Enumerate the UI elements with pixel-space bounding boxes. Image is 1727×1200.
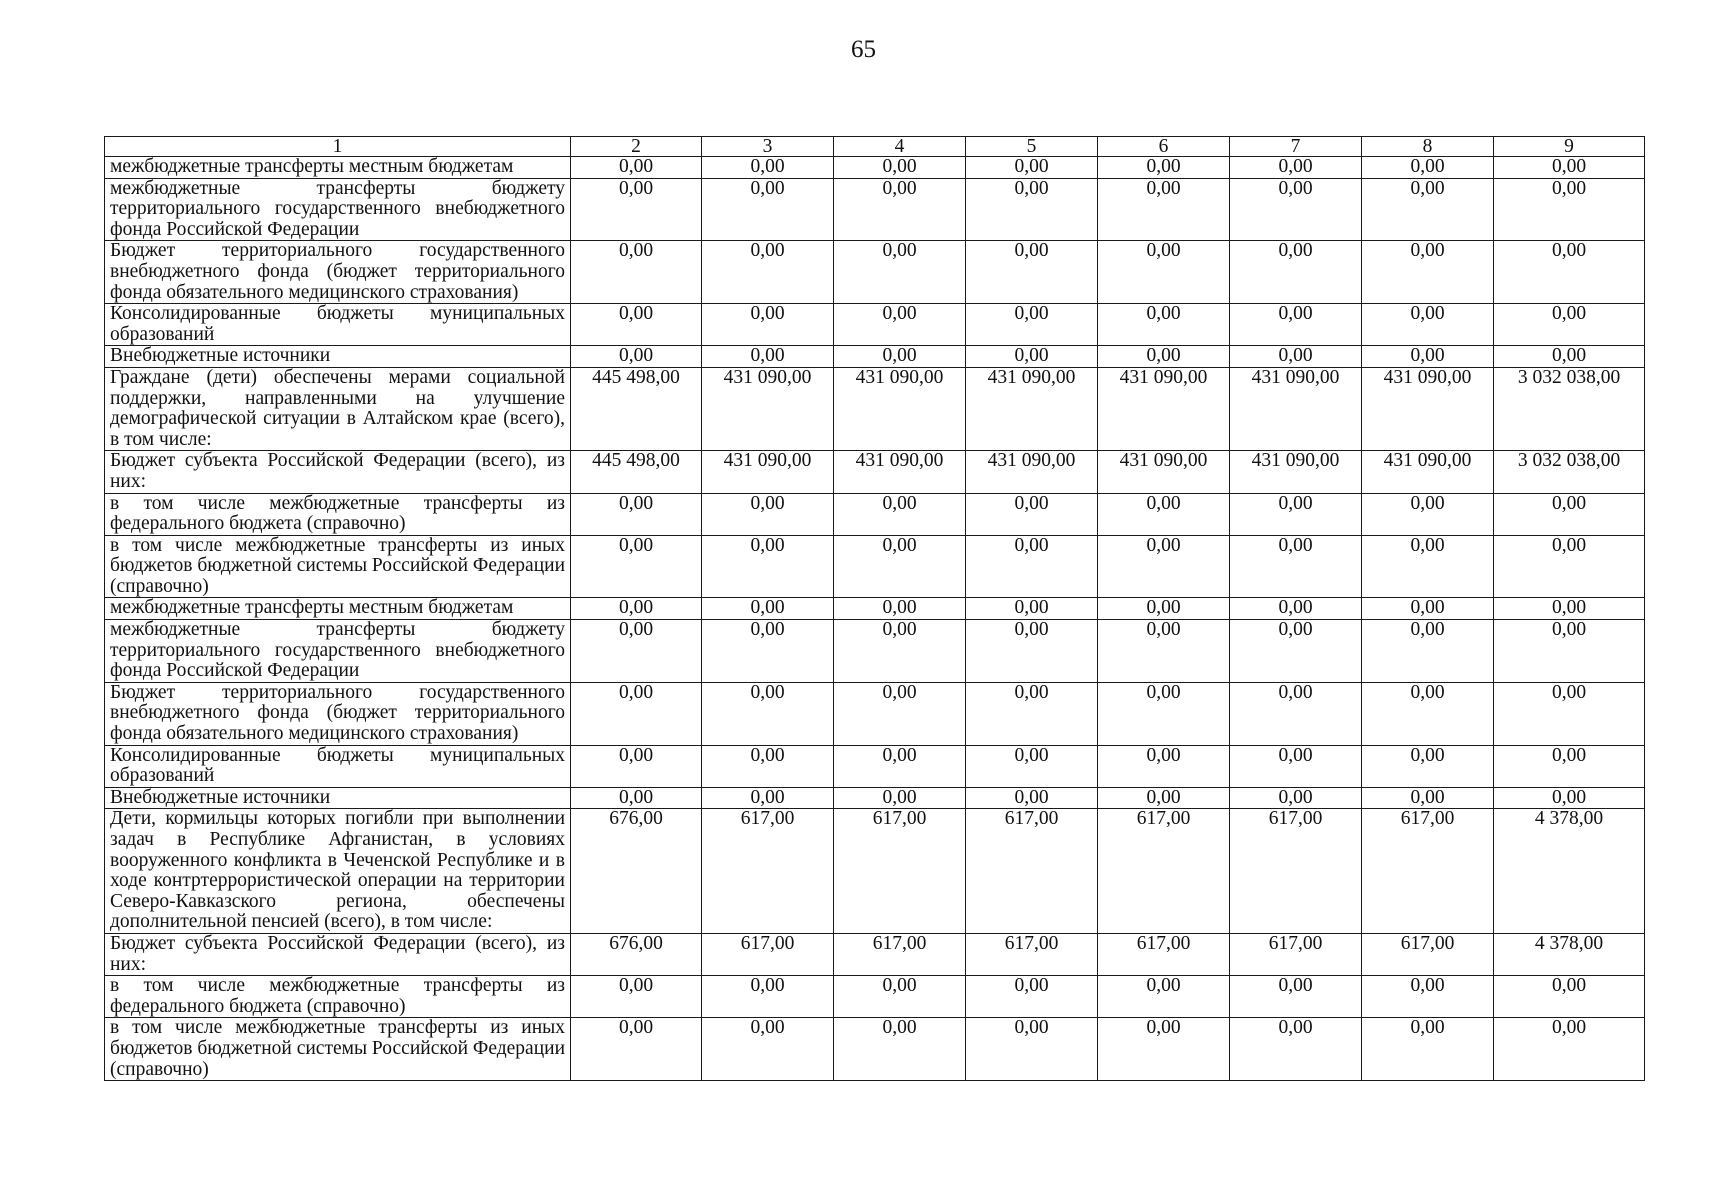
value-cell-col-5: 0,00 — [966, 178, 1098, 241]
table-row — [105, 976, 1645, 1018]
value-cell-col-5: 0,00 — [966, 745, 1098, 787]
value-cell-col-6: 0,00 — [1098, 493, 1230, 535]
value-cell-col-3: 0,00 — [702, 535, 834, 598]
value-cell-col-8: 0,00 — [1362, 598, 1494, 620]
value-cell-col-7: 0,00 — [1230, 787, 1362, 809]
value-cell-col-6: 0,00 — [1098, 304, 1230, 346]
value-cell-col-9: 0,00 — [1494, 157, 1645, 179]
value-cell-col-3: 0,00 — [702, 157, 834, 179]
value-cell-col-4: 0,00 — [834, 745, 966, 787]
value-cell-col-4: 617,00 — [834, 933, 966, 975]
value-cell-col-3: 0,00 — [702, 493, 834, 535]
value-cell-col-9: 0,00 — [1494, 304, 1645, 346]
value-cell-col-9: 0,00 — [1494, 535, 1645, 598]
value-cell-col-6: 0,00 — [1098, 787, 1230, 809]
value-cell-col-3: 431 090,00 — [702, 367, 834, 450]
value-cell-col-5: 0,00 — [966, 241, 1098, 304]
budget-table — [104, 136, 1645, 1081]
table-row — [105, 620, 1645, 683]
value-cell-col-2: 0,00 — [571, 682, 702, 745]
page-number: 65 — [851, 36, 876, 63]
value-cell-col-2: 0,00 — [571, 304, 702, 346]
table-row — [105, 493, 1645, 535]
value-cell-col-6: 0,00 — [1098, 346, 1230, 368]
value-cell-col-4: 0,00 — [834, 346, 966, 368]
value-cell-col-7: 617,00 — [1230, 809, 1362, 934]
value-cell-col-3: 617,00 — [702, 809, 834, 934]
value-cell-col-8: 0,00 — [1362, 620, 1494, 683]
value-cell-col-6: 0,00 — [1098, 178, 1230, 241]
value-cell-col-4: 0,00 — [834, 598, 966, 620]
value-cell-col-4: 431 090,00 — [834, 367, 966, 450]
value-cell-col-6: 0,00 — [1098, 1018, 1230, 1081]
value-cell-col-6: 0,00 — [1098, 682, 1230, 745]
table-row — [105, 451, 1645, 493]
value-cell-col-3: 0,00 — [702, 598, 834, 620]
value-cell-col-9: 4 378,00 — [1494, 809, 1645, 934]
value-cell-col-2: 0,00 — [571, 1018, 702, 1081]
table-row — [105, 241, 1645, 304]
row-label: Консолидированные бюджеты муниципальных образований — [105, 745, 571, 787]
column-header-6: 6 — [1098, 137, 1230, 157]
value-cell-col-2: 0,00 — [571, 157, 702, 179]
table-body — [105, 157, 1645, 1081]
table-row — [105, 598, 1645, 620]
value-cell-col-9: 0,00 — [1494, 241, 1645, 304]
row-label: в том числе межбюджетные трансферты из иных бюджетов бюджетной системы Российской Федерации (справочно) — [105, 1018, 571, 1081]
value-cell-col-5: 0,00 — [966, 304, 1098, 346]
value-cell-col-6: 0,00 — [1098, 535, 1230, 598]
value-cell-col-5: 431 090,00 — [966, 451, 1098, 493]
row-label: Бюджет территориального государственного внебюджетного фонда (бюджет территориального фонда обязательного медицинского страхования) — [105, 682, 571, 745]
column-header-1: 1 — [105, 137, 571, 157]
row-label: Граждане (дети) обеспечены мерами социальной поддержки, направленными на улучшение демографической ситуации в Алтайском крае (всего), в том числе: — [105, 367, 571, 450]
value-cell-col-5: 0,00 — [966, 682, 1098, 745]
value-cell-col-9: 0,00 — [1494, 745, 1645, 787]
row-label: Консолидированные бюджеты муниципальных образований — [105, 304, 571, 346]
table-row — [105, 157, 1645, 179]
value-cell-col-5: 431 090,00 — [966, 367, 1098, 450]
value-cell-col-9: 4 378,00 — [1494, 933, 1645, 975]
value-cell-col-2: 445 498,00 — [571, 451, 702, 493]
value-cell-col-2: 0,00 — [571, 241, 702, 304]
value-cell-col-3: 431 090,00 — [702, 451, 834, 493]
value-cell-col-4: 0,00 — [834, 241, 966, 304]
row-label: Дети, кормильцы которых погибли при выполнении задач в Республике Афганистан, в условиях вооруженного конфликта в Чеченской Республике и в ходе контртеррористической операции на территории Северо-Кавказского региона, обеспечены дополнительной пенсией (всего), в том числе: — [105, 809, 571, 934]
table-row — [105, 682, 1645, 745]
value-cell-col-2: 0,00 — [571, 178, 702, 241]
value-cell-col-2: 445 498,00 — [571, 367, 702, 450]
value-cell-col-6: 0,00 — [1098, 745, 1230, 787]
value-cell-col-7: 0,00 — [1230, 157, 1362, 179]
value-cell-col-7: 0,00 — [1230, 304, 1362, 346]
value-cell-col-6: 617,00 — [1098, 809, 1230, 934]
value-cell-col-4: 431 090,00 — [834, 451, 966, 493]
value-cell-col-6: 0,00 — [1098, 620, 1230, 683]
value-cell-col-8: 0,00 — [1362, 178, 1494, 241]
value-cell-col-8: 0,00 — [1362, 493, 1494, 535]
value-cell-col-6: 431 090,00 — [1098, 451, 1230, 493]
row-label: Внебюджетные источники — [105, 787, 571, 809]
value-cell-col-9: 0,00 — [1494, 178, 1645, 241]
value-cell-col-7: 0,00 — [1230, 598, 1362, 620]
row-label: Бюджет субъекта Российской Федерации (всего), из них: — [105, 933, 571, 975]
value-cell-col-8: 617,00 — [1362, 809, 1494, 934]
value-cell-col-8: 0,00 — [1362, 241, 1494, 304]
value-cell-col-3: 0,00 — [702, 1018, 834, 1081]
value-cell-col-4: 0,00 — [834, 976, 966, 1018]
column-header-5: 5 — [966, 137, 1098, 157]
table-row — [105, 304, 1645, 346]
value-cell-col-7: 0,00 — [1230, 745, 1362, 787]
value-cell-col-8: 0,00 — [1362, 682, 1494, 745]
value-cell-col-6: 0,00 — [1098, 976, 1230, 1018]
value-cell-col-5: 617,00 — [966, 933, 1098, 975]
value-cell-col-9: 3 032 038,00 — [1494, 451, 1645, 493]
row-label: Бюджет субъекта Российской Федерации (всего), из них: — [105, 451, 571, 493]
table-row — [105, 346, 1645, 368]
value-cell-col-5: 0,00 — [966, 787, 1098, 809]
value-cell-col-8: 617,00 — [1362, 933, 1494, 975]
value-cell-col-4: 617,00 — [834, 809, 966, 934]
value-cell-col-8: 0,00 — [1362, 745, 1494, 787]
value-cell-col-8: 0,00 — [1362, 157, 1494, 179]
value-cell-col-5: 0,00 — [966, 157, 1098, 179]
row-label: Внебюджетные источники — [105, 346, 571, 368]
value-cell-col-3: 0,00 — [702, 241, 834, 304]
table-row — [105, 178, 1645, 241]
table-row — [105, 745, 1645, 787]
value-cell-col-3: 0,00 — [702, 346, 834, 368]
value-cell-col-9: 0,00 — [1494, 493, 1645, 535]
value-cell-col-5: 0,00 — [966, 598, 1098, 620]
value-cell-col-7: 431 090,00 — [1230, 367, 1362, 450]
value-cell-col-3: 0,00 — [702, 787, 834, 809]
row-label: Бюджет территориального государственного внебюджетного фонда (бюджет территориального фонда обязательного медицинского страхования) — [105, 241, 571, 304]
value-cell-col-3: 0,00 — [702, 745, 834, 787]
value-cell-col-6: 0,00 — [1098, 157, 1230, 179]
value-cell-col-5: 617,00 — [966, 809, 1098, 934]
value-cell-col-4: 0,00 — [834, 1018, 966, 1081]
value-cell-col-9: 0,00 — [1494, 620, 1645, 683]
value-cell-col-8: 0,00 — [1362, 787, 1494, 809]
value-cell-col-5: 0,00 — [966, 535, 1098, 598]
value-cell-col-8: 0,00 — [1362, 535, 1494, 598]
row-label: в том числе межбюджетные трансферты из федерального бюджета (справочно) — [105, 493, 571, 535]
value-cell-col-7: 0,00 — [1230, 346, 1362, 368]
value-cell-col-9: 0,00 — [1494, 976, 1645, 1018]
value-cell-col-2: 676,00 — [571, 933, 702, 975]
value-cell-col-4: 0,00 — [834, 682, 966, 745]
value-cell-col-8: 431 090,00 — [1362, 367, 1494, 450]
column-header-3: 3 — [702, 137, 834, 157]
value-cell-col-5: 0,00 — [966, 620, 1098, 683]
value-cell-col-2: 0,00 — [571, 346, 702, 368]
row-label: в том числе межбюджетные трансферты из иных бюджетов бюджетной системы Российской Федерации (справочно) — [105, 535, 571, 598]
value-cell-col-4: 0,00 — [834, 620, 966, 683]
value-cell-col-2: 0,00 — [571, 976, 702, 1018]
value-cell-col-3: 0,00 — [702, 178, 834, 241]
value-cell-col-7: 0,00 — [1230, 535, 1362, 598]
column-header-7: 7 — [1230, 137, 1362, 157]
value-cell-col-5: 0,00 — [966, 1018, 1098, 1081]
value-cell-col-3: 0,00 — [702, 304, 834, 346]
value-cell-col-4: 0,00 — [834, 787, 966, 809]
value-cell-col-8: 0,00 — [1362, 976, 1494, 1018]
value-cell-col-8: 0,00 — [1362, 346, 1494, 368]
value-cell-col-7: 0,00 — [1230, 241, 1362, 304]
value-cell-col-2: 0,00 — [571, 787, 702, 809]
table-row — [105, 367, 1645, 450]
value-cell-col-9: 0,00 — [1494, 682, 1645, 745]
value-cell-col-8: 431 090,00 — [1362, 451, 1494, 493]
table-row — [105, 933, 1645, 975]
value-cell-col-5: 0,00 — [966, 493, 1098, 535]
value-cell-col-9: 3 032 038,00 — [1494, 367, 1645, 450]
value-cell-col-2: 676,00 — [571, 809, 702, 934]
value-cell-col-5: 0,00 — [966, 346, 1098, 368]
value-cell-col-2: 0,00 — [571, 535, 702, 598]
table-row — [105, 535, 1645, 598]
row-label: межбюджетные трансферты местным бюджетам — [105, 598, 571, 620]
value-cell-col-4: 0,00 — [834, 535, 966, 598]
value-cell-col-2: 0,00 — [571, 493, 702, 535]
value-cell-col-9: 0,00 — [1494, 598, 1645, 620]
value-cell-col-2: 0,00 — [571, 598, 702, 620]
value-cell-col-4: 0,00 — [834, 493, 966, 535]
row-label: межбюджетные трансферты местным бюджетам — [105, 157, 571, 179]
value-cell-col-7: 0,00 — [1230, 976, 1362, 1018]
value-cell-col-4: 0,00 — [834, 304, 966, 346]
value-cell-col-6: 617,00 — [1098, 933, 1230, 975]
value-cell-col-7: 431 090,00 — [1230, 451, 1362, 493]
column-header-4: 4 — [834, 137, 966, 157]
value-cell-col-3: 0,00 — [702, 976, 834, 1018]
header-row — [105, 137, 1645, 157]
value-cell-col-6: 431 090,00 — [1098, 367, 1230, 450]
row-label: в том числе межбюджетные трансферты из федерального бюджета (справочно) — [105, 976, 571, 1018]
value-cell-col-4: 0,00 — [834, 178, 966, 241]
value-cell-col-7: 0,00 — [1230, 620, 1362, 683]
value-cell-col-9: 0,00 — [1494, 1018, 1645, 1081]
column-header-9: 9 — [1494, 137, 1645, 157]
value-cell-col-7: 0,00 — [1230, 682, 1362, 745]
value-cell-col-7: 0,00 — [1230, 1018, 1362, 1081]
value-cell-col-2: 0,00 — [571, 620, 702, 683]
value-cell-col-9: 0,00 — [1494, 787, 1645, 809]
value-cell-col-6: 0,00 — [1098, 598, 1230, 620]
row-label: межбюджетные трансферты бюджету территориального государственного внебюджетного фонда Российской Федерации — [105, 178, 571, 241]
value-cell-col-9: 0,00 — [1494, 346, 1645, 368]
value-cell-col-3: 0,00 — [702, 620, 834, 683]
column-header-2: 2 — [571, 137, 702, 157]
table-row — [105, 809, 1645, 934]
value-cell-col-3: 617,00 — [702, 933, 834, 975]
row-label: межбюджетные трансферты бюджету территориального государственного внебюджетного фонда Российской Федерации — [105, 620, 571, 683]
table-row — [105, 1018, 1645, 1081]
value-cell-col-8: 0,00 — [1362, 304, 1494, 346]
column-header-8: 8 — [1362, 137, 1494, 157]
value-cell-col-7: 617,00 — [1230, 933, 1362, 975]
value-cell-col-5: 0,00 — [966, 976, 1098, 1018]
value-cell-col-7: 0,00 — [1230, 178, 1362, 241]
value-cell-col-8: 0,00 — [1362, 1018, 1494, 1081]
value-cell-col-4: 0,00 — [834, 157, 966, 179]
value-cell-col-6: 0,00 — [1098, 241, 1230, 304]
table-row — [105, 787, 1645, 809]
value-cell-col-2: 0,00 — [571, 745, 702, 787]
value-cell-col-7: 0,00 — [1230, 493, 1362, 535]
value-cell-col-3: 0,00 — [702, 682, 834, 745]
